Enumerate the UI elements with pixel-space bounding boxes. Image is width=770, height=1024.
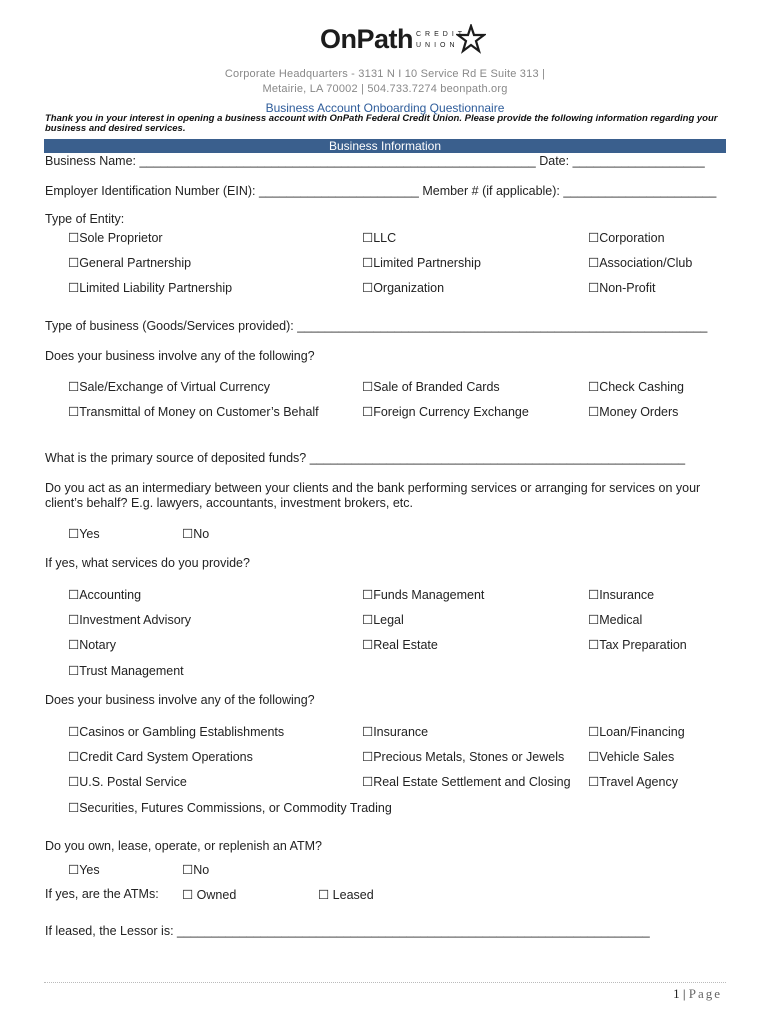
address-line-2: Metairie, LA 70002 | 504.733.7274 beonpath.org [262,83,508,95]
checkbox-credit-card-systems[interactable]: ☐Credit Card System Operations [68,750,253,764]
checkbox-casinos-gambling[interactable]: ☐Casinos or Gambling Establishments [68,725,285,739]
type-of-business-field[interactable]: Type of business (Goods/Services provided): ___________________________________________________________ [45,319,708,333]
checkbox-money-transmittal[interactable]: ☐Transmittal of Money on Customer’s Behalf [68,405,319,419]
checkbox-tax-preparation[interactable]: ☐Tax Preparation [588,638,687,652]
involve-question-2: Does your business involve any of the following? [45,693,315,707]
intermediary-question: Do you act as an intermediary between your clients and the bank performing services or arranging for services on your client’s behalf? E.g. lawyers, accountants, investment brokers, etc. [45,481,701,510]
checkbox-real-estate[interactable]: ☐Real Estate [362,638,438,652]
page-number [673,986,722,1002]
checkbox-real-estate-settlement[interactable]: ☐Real Estate Settlement and Closing [362,775,571,789]
logo-credit-text: CREDIT [416,31,467,38]
atm-type-label: If yes, are the ATMs: [45,887,159,901]
checkbox-llp[interactable]: ☐Limited Liability Partnership [68,281,233,295]
checkbox-limited-partnership[interactable]: ☐Limited Partnership [362,256,481,270]
checkbox-foreign-currency-exchange[interactable]: ☐Foreign Currency Exchange [362,405,529,419]
primary-source-field[interactable]: What is the primary source of deposited funds? ______________________________________________________ [45,451,686,465]
checkbox-general-partnership[interactable]: ☐General Partnership [68,256,192,270]
services-question: If yes, what services do you provide? [45,556,250,570]
checkbox-atm-yes[interactable]: ☐Yes [68,863,100,877]
checkbox-loan-financing[interactable]: ☐Loan/Financing [588,725,685,739]
checkbox-non-profit[interactable]: ☐Non-Profit [588,281,656,295]
logo-wordmark: OnPath [320,24,414,54]
checkbox-atm-leased[interactable]: ☐ Leased [318,888,374,902]
checkbox-securities-futures[interactable]: ☐Securities, Futures Commissions, or Commodity Trading [68,801,392,815]
checkbox-sole-proprietor[interactable]: ☐Sole Proprietor [68,231,163,245]
checkbox-insurance[interactable]: ☐Insurance [362,725,429,739]
checkbox-check-cashing[interactable]: ☐Check Cashing [588,380,684,394]
entity-type-label: Type of Entity: [45,212,125,226]
ein-member-field[interactable]: Employer Identification Number (EIN): _______________________ Member # (if applicable): ______________________ [45,184,717,198]
address-line-1: Corporate Headquarters - 3131 N I 10 Service Rd E Suite 313 | [224,68,546,80]
involve-question-1: Does your business involve any of the following? [45,349,315,363]
checkbox-travel-agency[interactable]: ☐Travel Agency [588,775,678,789]
checkbox-association-club[interactable]: ☐Association/Club [588,256,693,270]
business-name-date-field[interactable]: Business Name: _________________________________________________________ Date: ___________________ [45,154,705,168]
checkbox-organization[interactable]: ☐Organization [362,281,445,295]
checkbox-atm-no[interactable]: ☐No [182,863,210,877]
checkbox-funds-management[interactable]: ☐Funds Management [362,588,485,602]
checkbox-insurance-service[interactable]: ☐Insurance [588,588,655,602]
checkbox-medical[interactable]: ☐Medical [588,613,643,627]
page-label: Page [688,986,722,1001]
checkbox-virtual-currency[interactable]: ☐Sale/Exchange of Virtual Currency [68,380,271,394]
checkbox-llc[interactable]: ☐LLC [362,231,397,245]
lessor-field[interactable]: If leased, the Lessor is: ____________________________________________________________________ [45,924,650,938]
page-separator: | [682,986,686,1001]
intro-text: Thank you in your interest in opening a business account with OnPath Federal Credit Union. Please provide the following information regarding your business and desired services. [45,113,718,134]
section-header-business-information: Business Information [44,139,726,153]
checkbox-accounting[interactable]: ☐Accounting [68,588,142,602]
document-title: Business Account Onboarding Questionnaire [265,101,505,115]
checkbox-intermediary-no[interactable]: ☐No [182,527,210,541]
checkbox-precious-metals[interactable]: ☐Precious Metals, Stones or Jewels [362,750,565,764]
checkbox-postal-service[interactable]: ☐U.S. Postal Service [68,775,187,789]
footer-divider [44,982,726,983]
checkbox-legal[interactable]: ☐Legal [362,613,404,627]
checkbox-investment-advisory[interactable]: ☐Investment Advisory [68,613,192,627]
checkbox-intermediary-yes[interactable]: ☐Yes [68,527,100,541]
checkbox-vehicle-sales[interactable]: ☐Vehicle Sales [588,750,675,764]
atm-question: Do you own, lease, operate, or replenish an ATM? [45,839,323,853]
checkbox-corporation[interactable]: ☐Corporation [588,231,665,245]
star-logo-icon [456,24,486,54]
checkbox-branded-cards[interactable]: ☐Sale of Branded Cards [362,380,500,394]
checkbox-money-orders[interactable]: ☐Money Orders [588,405,679,419]
checkbox-notary[interactable]: ☐Notary [68,638,117,652]
logo-union-text: UNION [416,42,459,49]
page-number-value: 1 [673,986,680,1001]
checkbox-atm-owned[interactable]: ☐ Owned [182,888,237,902]
checkbox-trust-management[interactable]: ☐Trust Management [68,664,184,678]
